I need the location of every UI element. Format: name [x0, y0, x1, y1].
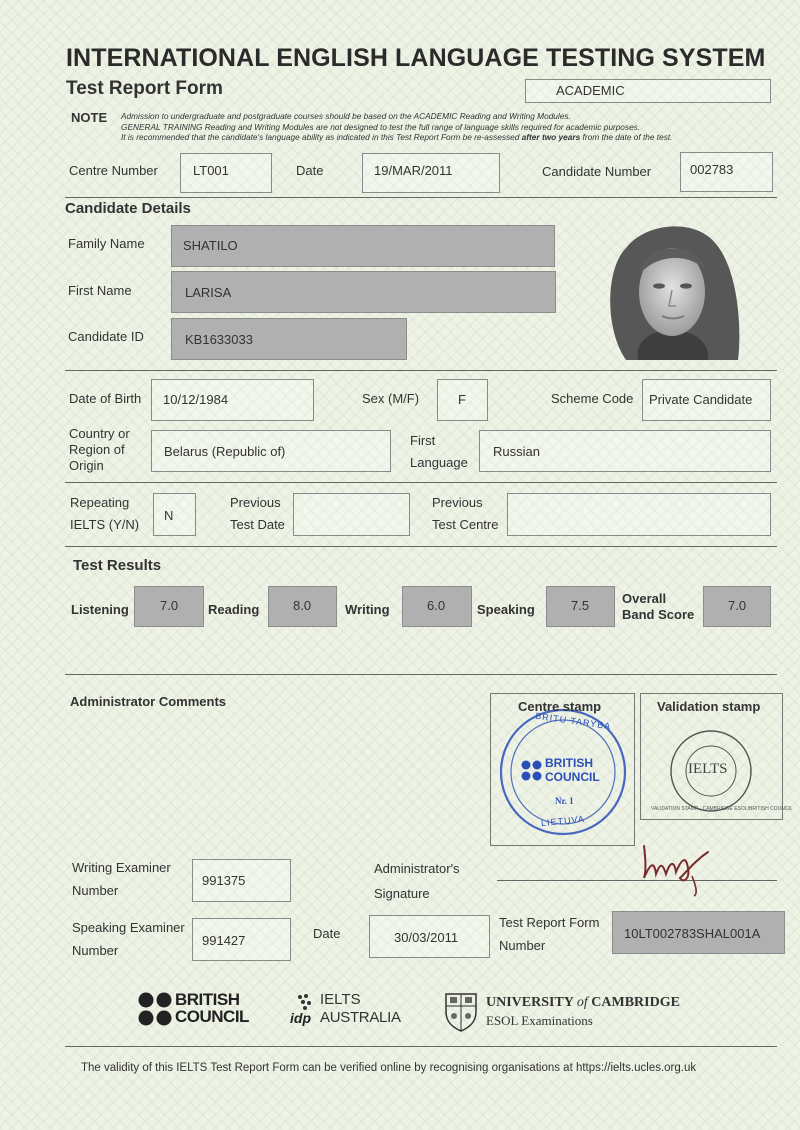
note-line-1: Admission to undergraduate and postgraduate courses should be based on the ACADEMIC Reading and Writing Modules. [121, 111, 571, 121]
centre-number-field [180, 153, 272, 193]
family-name-value: SHATILO [183, 238, 238, 253]
first-name-label: First Name [68, 283, 132, 298]
family-name-label: Family Name [68, 236, 145, 251]
date-field [362, 153, 500, 193]
speaking-label: Speaking [477, 602, 535, 617]
validation-stamp-box [640, 693, 793, 820]
stamp-bc-line-1: BRITISH [545, 756, 593, 770]
writing-score [402, 586, 472, 627]
repeating-value: N [164, 508, 174, 523]
scheme-code-label: Scheme Code [551, 391, 634, 406]
module-value: ACADEMIC [556, 83, 625, 98]
trf-number-value: 10LT002783SHAL001A [624, 926, 761, 941]
scheme-code-value: Private Candidate [649, 392, 753, 407]
trf-number-label: Test Report Form Number [499, 915, 600, 953]
date-value: 19/MAR/2011 [374, 163, 453, 178]
overall-band-value: 7.0 [728, 598, 747, 613]
overall-band-label: Overall Band Score [622, 591, 695, 622]
writing-examiner-field [192, 859, 291, 902]
idp-ielts-australia-logo [290, 990, 410, 1030]
bc-logo-line-2: COUNCIL [175, 1007, 249, 1026]
sex-label: Sex (M/F) [362, 391, 420, 406]
form-subtitle: Test Report Form [66, 78, 223, 99]
divider-4 [65, 546, 777, 547]
listening-value: 7.0 [160, 598, 179, 613]
candidate-number-field [680, 152, 773, 192]
divider-3 [65, 482, 777, 483]
writing-examiner-value: 991375 [202, 873, 246, 888]
divider-5 [65, 674, 777, 675]
administrator-signature [636, 838, 726, 898]
ielts-logo-text: IELTS [320, 991, 361, 1008]
listening-label: Listening [71, 602, 129, 617]
idp-globe-icon [294, 992, 316, 1012]
module-box [525, 79, 771, 103]
overall-band-score [703, 586, 771, 627]
footer-verification-text: The validity of this IELTS Test Report Form can be verified online by recognising organisations at https://ielts.ucles.org.uk [81, 1062, 697, 1074]
sex-value: F [458, 392, 466, 407]
form-title: INTERNATIONAL ENGLISH LANGUAGE TESTING SYSTEM [66, 44, 766, 72]
centre-stamp-box [490, 693, 635, 846]
bc-logo-line-1: BRITISH [175, 990, 240, 1009]
speaking-examiner-label: Speaking Examiner Number [72, 920, 185, 958]
centre-stamp-top-text: BRITU TARYBA [534, 710, 612, 732]
family-name-field [171, 225, 555, 267]
candidate-number-label: Candidate Number [542, 164, 652, 179]
admin-date-field [369, 915, 490, 958]
centre-stamp-nr: Nr. 1 [555, 796, 574, 806]
british-council-logo [138, 991, 258, 1027]
repeating-field [153, 493, 196, 536]
stamp-bc-line-2: COUNCIL [545, 770, 600, 784]
dob-value: 10/12/1984 [163, 392, 229, 407]
cambridge-line-2: ESOL Examinations [486, 1013, 593, 1028]
candidate-photo [596, 208, 746, 360]
test-results-title: Test Results [73, 557, 162, 574]
administrator-comments-label: Administrator Comments [70, 694, 227, 709]
centre-number-label: Centre Number [69, 163, 158, 178]
candidate-details-title: Candidate Details [65, 200, 191, 217]
cambridge-line-1: UNIVERSITY of CAMBRIDGE [486, 995, 680, 1010]
country-field [151, 430, 391, 472]
validation-stamp-ielts: IELTS [688, 761, 728, 777]
speaking-examiner-value: 991427 [202, 933, 246, 948]
note-line-2: GENERAL TRAINING Reading and Writing Modules are not designed to test the full range of language skills required for academic purposes. [121, 121, 641, 132]
dob-field [151, 379, 314, 421]
first-language-field [479, 430, 771, 472]
speaking-value: 7.5 [571, 598, 590, 613]
reading-value: 8.0 [293, 598, 312, 613]
first-language-label: First Language [410, 433, 468, 470]
validation-stamp-ring-text: VALIDATION STAMP · CAMBRIDGE ESOL/BRITISH COUNCIL [651, 806, 793, 812]
bc-dots-icon [521, 759, 543, 783]
centre-number-value: LT001 [193, 163, 229, 178]
first-name-field [171, 271, 556, 313]
sex-field [437, 379, 488, 421]
validation-stamp-label: Validation stamp [657, 699, 761, 714]
trf-number-field [612, 911, 785, 954]
divider-2 [65, 370, 777, 371]
idp-text: idp [290, 1010, 311, 1026]
note-line-3: It is recommended that the candidate's language ability as indicated in this Test Report Form be re-assessed after two years from the date of the test. [121, 132, 673, 142]
note-text [121, 111, 673, 143]
country-value: Belarus (Republic of) [164, 444, 286, 459]
dob-label: Date of Birth [69, 391, 142, 406]
divider-footer [65, 1046, 777, 1047]
bc-logo-dots-icon [138, 992, 174, 1026]
centre-stamp-label: Centre stamp [518, 699, 602, 714]
writing-value: 6.0 [427, 598, 446, 613]
previous-test-centre-label: Previous Test Centre [432, 495, 499, 532]
country-label: Country or Region of Origin [69, 426, 130, 473]
university-of-cambridge-logo [444, 992, 694, 1032]
repeating-label: Repeating IELTS (Y/N) [70, 495, 140, 532]
candidate-id-field [171, 318, 407, 360]
candidate-number-value: 002783 [690, 162, 734, 177]
reading-label: Reading [208, 602, 260, 617]
first-name-value: LARISA [185, 285, 232, 300]
admin-date-label: Date [313, 926, 341, 941]
admin-date-value: 30/03/2011 [394, 930, 459, 945]
scheme-code-field [642, 379, 771, 421]
writing-examiner-label: Writing Examiner Number [72, 860, 171, 898]
first-language-value: Russian [493, 444, 540, 459]
reading-score [268, 586, 337, 627]
date-label: Date [296, 163, 324, 178]
previous-test-centre-field [507, 493, 771, 536]
candidate-photo-image [596, 208, 746, 360]
centre-stamp-bottom-text: LIETUVA [540, 813, 586, 829]
candidate-id-label: Candidate ID [68, 329, 144, 344]
administrator-signature-label: Administrator's Signature [374, 861, 460, 901]
cambridge-crest-icon [444, 992, 478, 1032]
australia-text: AUSTRALIA [320, 1009, 401, 1026]
listening-score [134, 586, 204, 627]
candidate-id-value: KB1633033 [185, 332, 253, 347]
speaking-examiner-field [192, 918, 291, 961]
previous-test-date-field [293, 493, 410, 536]
previous-test-date-label: Previous Test Date [230, 495, 285, 532]
note-label: NOTE [71, 110, 108, 125]
speaking-score [546, 586, 615, 627]
british-council-stamp-logo [521, 756, 611, 786]
divider-1 [65, 197, 777, 198]
writing-label: Writing [345, 602, 390, 617]
